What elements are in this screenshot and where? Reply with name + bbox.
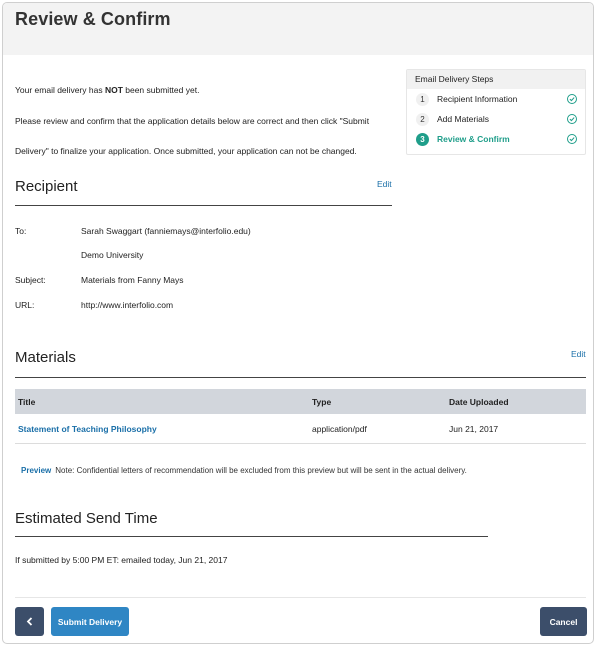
step-label: Review & Confirm bbox=[437, 134, 510, 144]
step-recipient-information bbox=[407, 89, 585, 109]
materials-divider bbox=[15, 377, 586, 378]
preview-note: Note: Confidential letters of recommendation will be excluded from this preview but will be sent in the actual delivery. bbox=[55, 466, 467, 475]
materials-edit-link[interactable]: Edit bbox=[571, 349, 586, 359]
step-review-confirm bbox=[407, 129, 585, 149]
subject-label: Subject: bbox=[15, 275, 46, 285]
step-label: Recipient Information bbox=[437, 94, 518, 104]
step-number: 2 bbox=[416, 113, 429, 126]
page-title: Review & Confirm bbox=[15, 9, 171, 29]
check-circle-icon bbox=[567, 114, 577, 124]
url-label: URL: bbox=[15, 300, 35, 310]
step-number: 3 bbox=[416, 133, 429, 146]
check-circle-icon bbox=[567, 94, 577, 104]
instruction-line-1: Please review and confirm that the application details below are correct and then click "Submit bbox=[15, 115, 370, 126]
instruction-line-2: Delivery" to finalize your application. Once submitted, your application can not be changed. bbox=[15, 146, 357, 156]
column-date-uploaded: Date Uploaded bbox=[449, 396, 509, 407]
recipient-title: Recipient bbox=[15, 178, 78, 195]
materials-table bbox=[15, 389, 586, 444]
subject-value: Materials from Fanny Mays bbox=[81, 275, 184, 285]
material-title-link[interactable]: Statement of Teaching Philosophy bbox=[18, 423, 157, 434]
material-type: application/pdf bbox=[312, 423, 367, 434]
submit-delivery-button[interactable]: Submit Delivery bbox=[51, 607, 129, 636]
step-label: Add Materials bbox=[437, 114, 489, 124]
send-time-title: Estimated Send Time bbox=[15, 510, 158, 527]
page-header bbox=[3, 3, 593, 55]
table-header bbox=[15, 389, 586, 414]
cancel-button[interactable]: Cancel bbox=[540, 607, 587, 636]
status-not: NOT bbox=[104, 85, 123, 95]
table-row bbox=[15, 414, 586, 444]
recipient-edit-link[interactable]: Edit bbox=[377, 179, 392, 189]
footer-divider bbox=[15, 597, 586, 598]
column-type: Type bbox=[312, 396, 332, 407]
status-message: Your email delivery has NOT been submitted yet. bbox=[15, 85, 200, 95]
preview-link[interactable]: Preview bbox=[21, 466, 52, 475]
review-confirm-window bbox=[2, 2, 594, 644]
steps-title: Email Delivery Steps bbox=[407, 70, 585, 89]
column-title: Title bbox=[18, 396, 36, 407]
intro-text bbox=[15, 75, 395, 167]
material-date: Jun 21, 2017 bbox=[449, 423, 499, 434]
chevron-left-icon bbox=[26, 617, 34, 626]
send-time-text: If submitted by 5:00 PM ET: emailed today, Jun 21, 2017 bbox=[15, 555, 228, 565]
to-value: Sarah Swaggart (fanniemays@interfolio.edu) bbox=[81, 226, 251, 236]
check-circle-icon bbox=[567, 134, 577, 144]
preview-line bbox=[21, 466, 467, 475]
materials-title: Materials bbox=[15, 349, 76, 366]
step-add-materials bbox=[407, 109, 585, 129]
url-value: http://www.interfolio.com bbox=[81, 300, 174, 310]
organization-value: Demo University bbox=[81, 250, 144, 260]
step-number: 1 bbox=[416, 93, 429, 106]
back-button[interactable] bbox=[15, 607, 44, 636]
to-label: To: bbox=[15, 226, 27, 236]
send-time-divider bbox=[15, 536, 488, 537]
delivery-steps-panel bbox=[406, 69, 586, 155]
recipient-divider bbox=[15, 205, 392, 206]
